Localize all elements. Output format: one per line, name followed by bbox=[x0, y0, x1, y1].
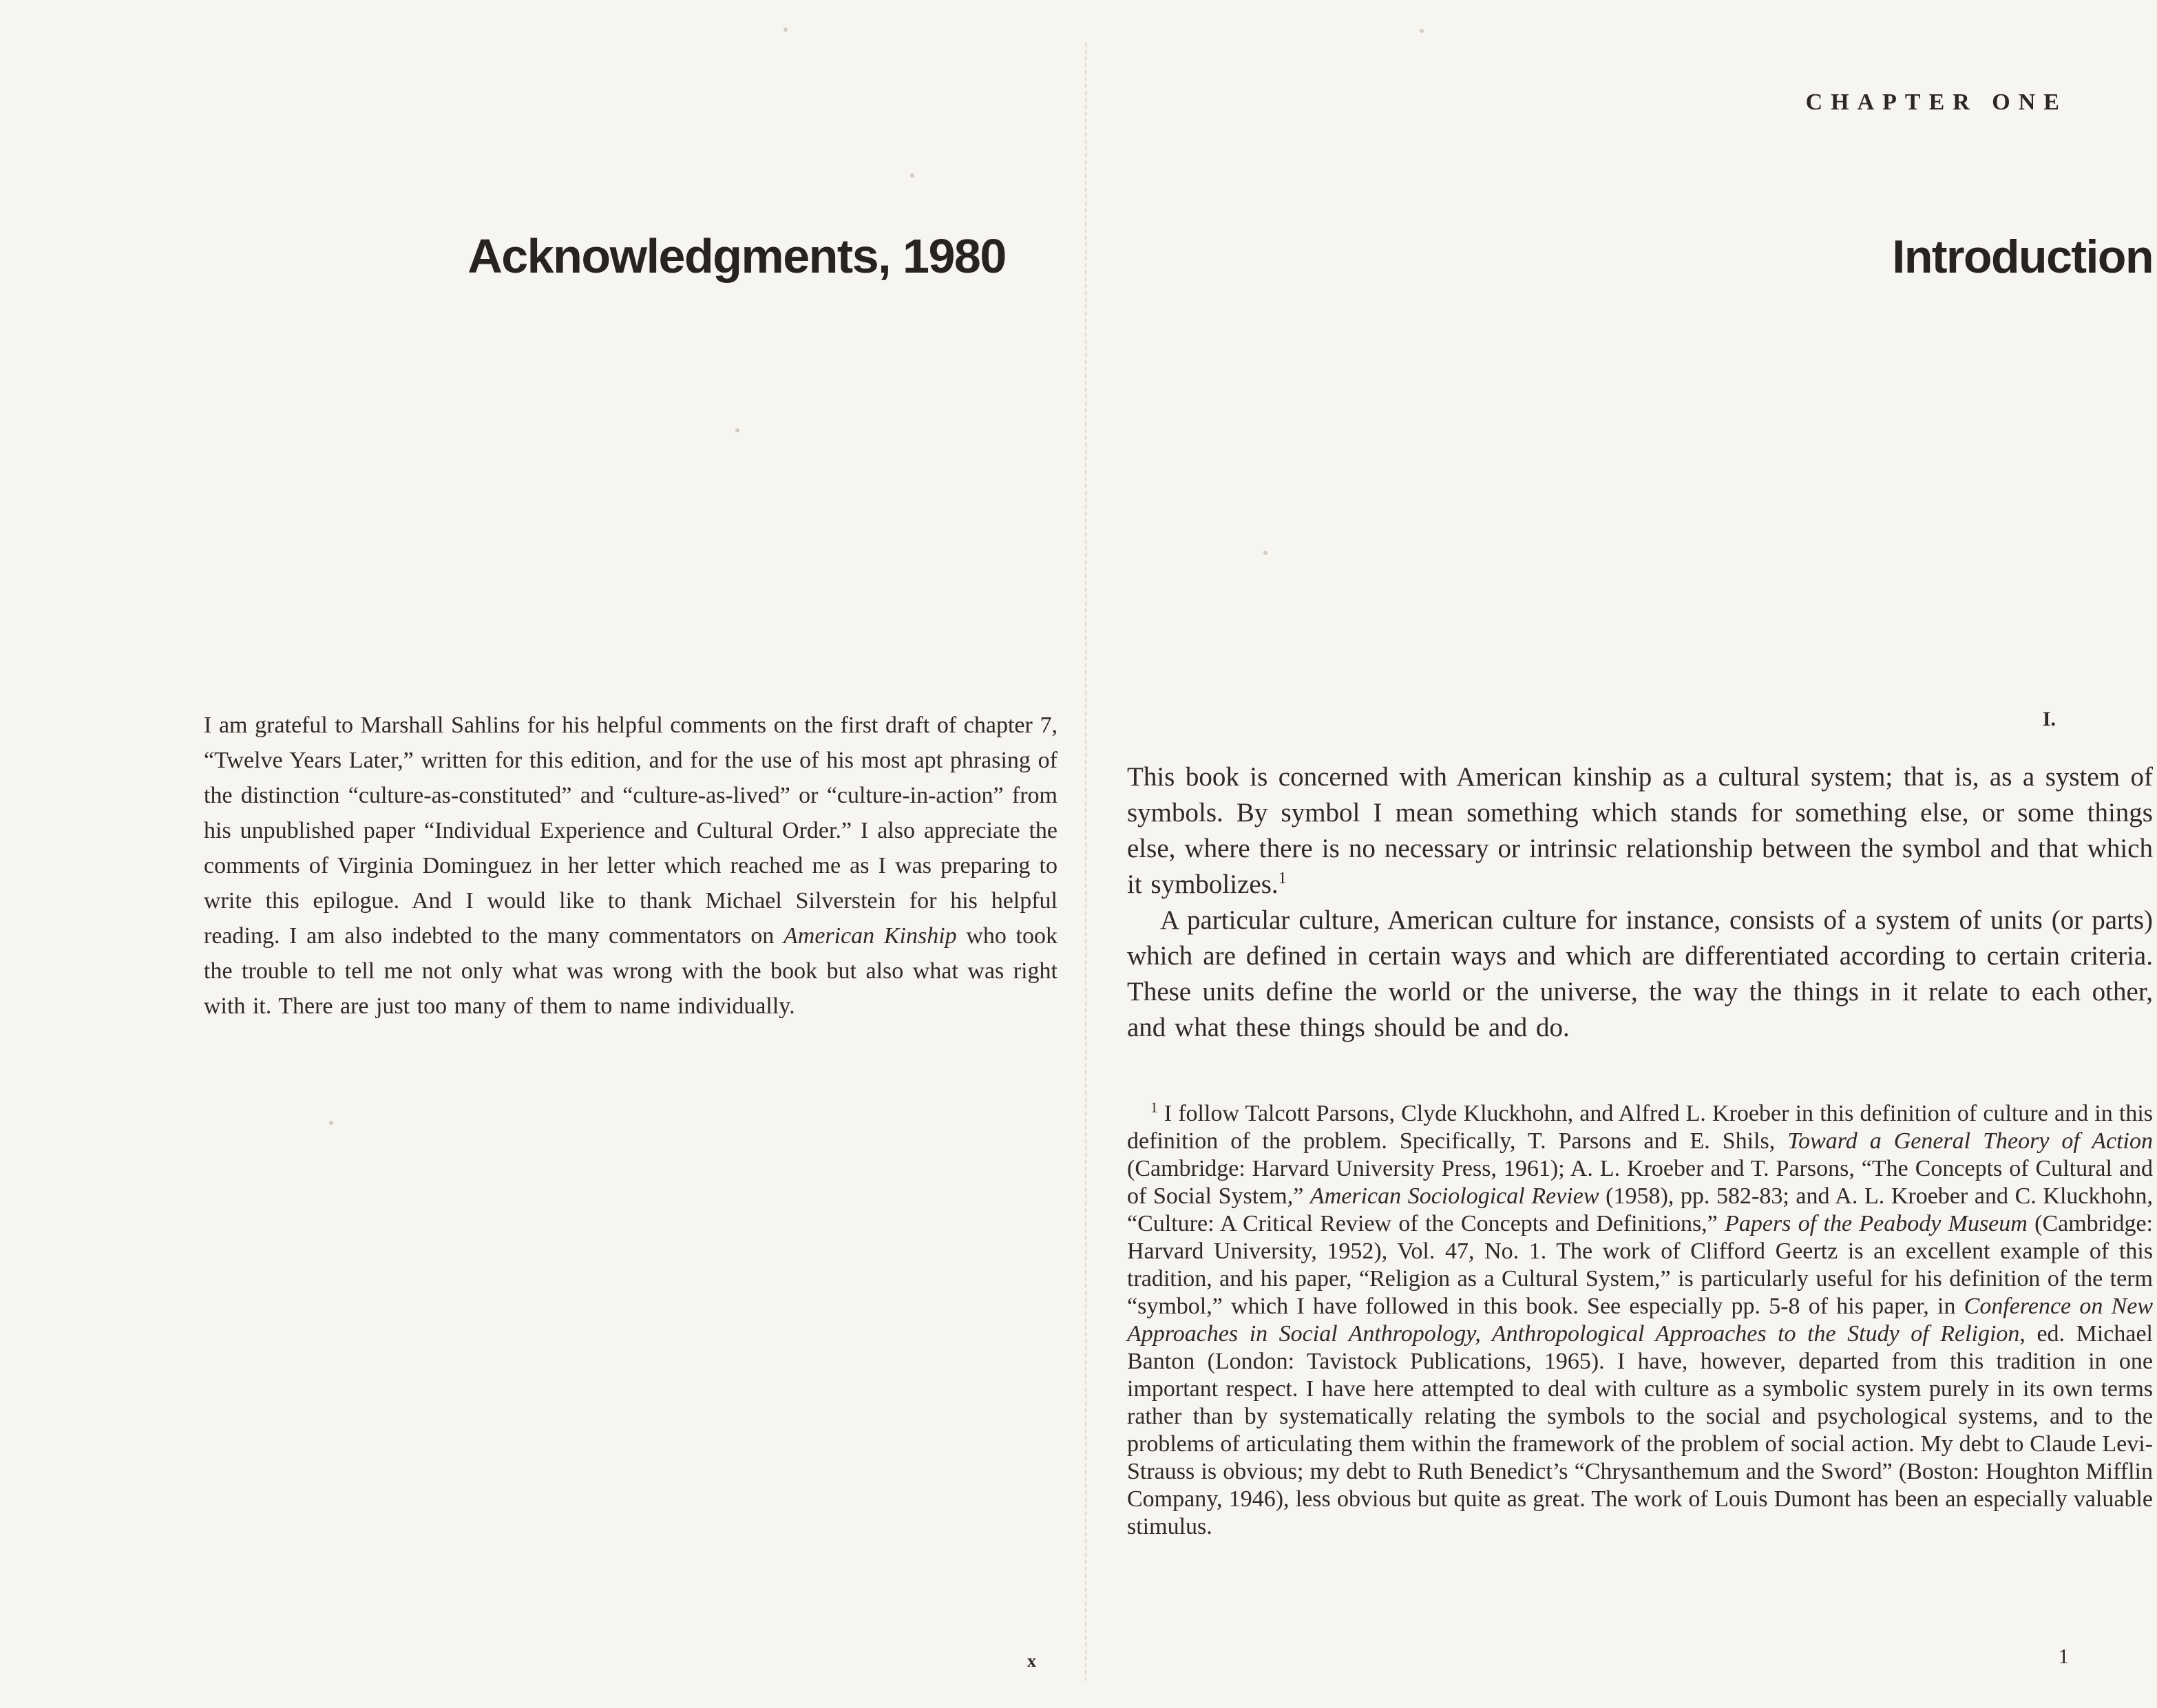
page-gutter-divider bbox=[1085, 43, 1086, 1681]
footnote-1: $^1$ I follow Talcott Parsons, Clyde Kluckhohn, and Alfred L. Kroeber in this definition of culture and in this definition of the problem. Specifically, T. Parsons and E. Shils, Toward a General Theory of Action (Cambridge: Harvard University Press, 1961); A. L. Kroeber and T. Parsons, “The Concepts of Cultural and of Social System,” American Sociological Review (1958), pp. 582-83; and A. L. Kroeber and C. Kluckhohn, “Culture: A Critical Review of the Concepts and Definitions,” Papers of the Peabody Museum (Cambridge: Harvard University, 1952), Vol. 47, No. 1. The work of Clifford Geertz is an excellent example of this tradition, and his paper, “Religion as a Cultural System,” is particularly useful for his definition of the term “symbol,” which I have followed in this book. See especially pp. 5-8 of his paper, in Conference on New Approaches in Social Anthropology, Anthropological Approaches to the Study of Religion, ed. Michael Banton (London: Tavistock Publications, 1965). I have, however, departed from this tradition in one important respect. I have here attempted to deal with culture as a symbolic system purely in its own terms rather than by systematically relating the symbols to the social and psychological systems, and to the problems of articulating them within the framework of the problem of social action. My debt to Claude Levi-Strauss is obvious; my debt to Ruth Benedict’s “Chrysanthemum and the Sword” (Boston: Houghton Mifflin Company, 1946), less obvious but quite as great. The work of Louis Dumont has been an especially valuable stimulus. bbox=[1127, 1099, 2154, 1539]
chapter-heading: CHAPTER ONE bbox=[1805, 89, 2067, 115]
scan-speck bbox=[1420, 29, 1424, 33]
scan-speck bbox=[735, 428, 739, 432]
scan-speck bbox=[329, 1121, 333, 1125]
right-page-number: 1 bbox=[2058, 1644, 2069, 1668]
scan-speck bbox=[1263, 551, 1267, 555]
scan-speck bbox=[783, 28, 788, 32]
left-page-number: x bbox=[1027, 1651, 1036, 1671]
acknowledgments-title: Acknowledgments, 1980 bbox=[467, 229, 1006, 283]
section-marker: I. bbox=[2042, 708, 2056, 730]
introduction-title: Introduction bbox=[1892, 231, 2153, 283]
acknowledgments-paragraph: I am grateful to Marshall Sahlins for his helpful comments on the first draft of chapter 7, “Twelve Years Later,” written for this edition, and for the use of his most apt phrasing of the distinction “culture-as-constituted” and “culture-as-lived” or “culture-in-action” from his unpublished paper “Individual Experience and Cultural Order.” I also appreciate the comments of Virginia Dominguez in her letter which reached me as I was preparing to write this epilogue. And I would like to thank Michael Silverstein for his helpful reading. I am also indebted to the many commentators on American Kinship who took the trouble to tell me not only what was wrong with the book but also what was right with it. There are just too many of them to name individually. bbox=[204, 713, 1058, 1019]
scan-speck bbox=[910, 173, 914, 178]
introduction-body bbox=[1127, 759, 2153, 1046]
introduction-paragraph-1: This book is concerned with American kinship as a cultural system; that is, as a system of symbols. By symbol I mean something which stands for something else, or some things else, where there is no necessary or intrinsic relationship between the symbol and that which it symbolizes.$^1$ bbox=[1127, 762, 2153, 899]
introduction-paragraph-2: A particular culture, American culture for instance, consists of a system of units (or parts) which are defined in certain ways and which are differentiated according to certain criteria. These units define the world or the universe, the way the things in it relate to each other, and what these things should be and do. bbox=[1127, 905, 2153, 1042]
